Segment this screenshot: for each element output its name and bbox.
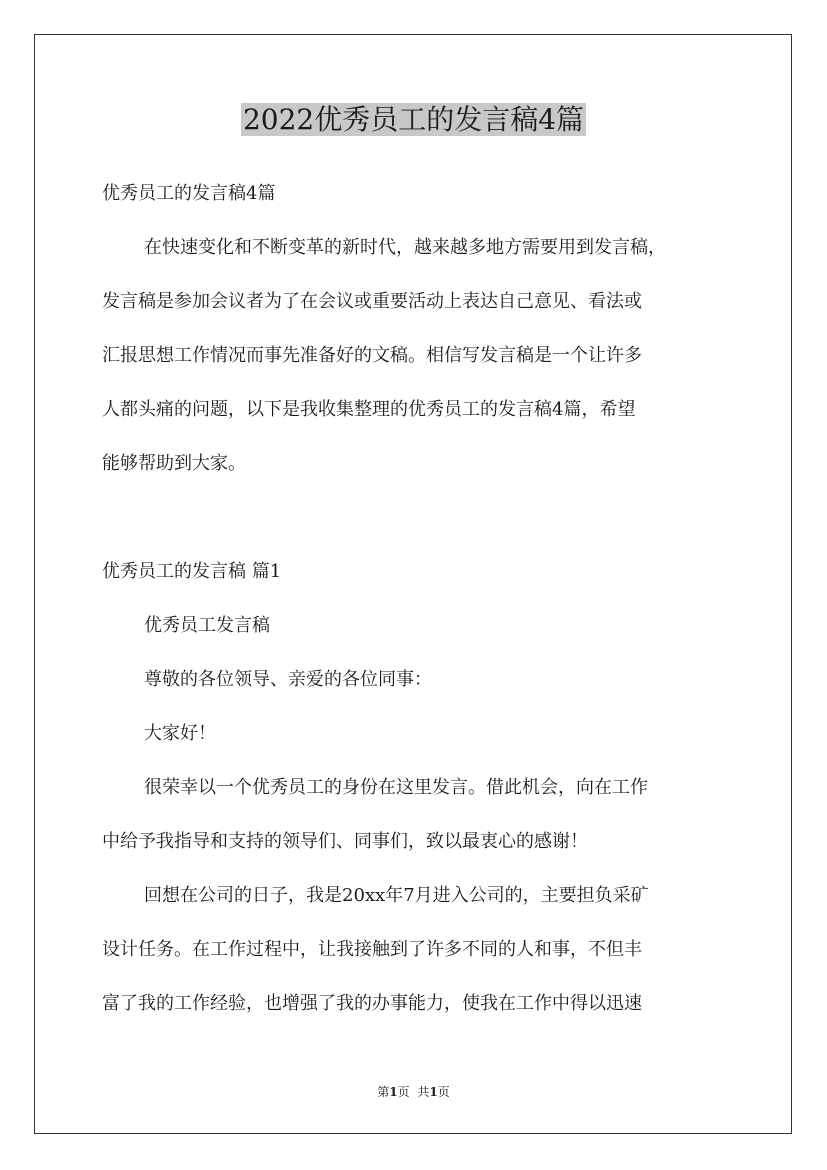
footer-page-prefix: 第: [377, 1085, 390, 1099]
footer-total-number: 1: [429, 1085, 438, 1099]
document-subtitle: 优秀员工的发言稿4篇: [102, 183, 276, 204]
greeting: 大家好！: [144, 723, 216, 744]
para1-line-1: 很荣幸以一个优秀员工的身份在这里发言。借此机会，向在工作: [144, 777, 648, 798]
footer-total-prefix: 共: [417, 1085, 430, 1099]
speech-title: 优秀员工发言稿: [144, 615, 270, 636]
para2-line-3: 富了我的工作经验，也增强了我的办事能力，使我在工作中得以迅速: [102, 993, 642, 1014]
intro-line-1: 在快速变化和不断变革的新时代，越来越多地方需要用到发言稿，: [144, 237, 666, 258]
intro-line-3: 汇报思想工作情况而事先准备好的文稿。相信写发言稿是一个让许多: [102, 345, 642, 366]
para1-line-2: 中给予我指导和支持的领导们、同事们，致以最衷心的感谢！: [102, 831, 588, 852]
document-title: [0, 100, 827, 140]
footer-page-number: 1: [389, 1085, 398, 1099]
para2-line-2: 设计任务。在工作过程中，让我接触到了许多不同的人和事，不但丰: [102, 939, 642, 960]
intro-line-5: 能够帮助到大家。: [102, 453, 246, 474]
section-heading: 优秀员工的发言稿 篇1: [102, 561, 282, 582]
para2-line-1: 回想在公司的日子，我是20xx年7月进入公司的，主要担负采矿: [144, 885, 649, 906]
page-footer: [0, 1084, 827, 1100]
footer-total-suffix: 页: [437, 1085, 450, 1099]
footer-page-suffix: 页: [397, 1085, 410, 1099]
salutation: 尊敬的各位领导、亲爱的各位同事：: [144, 669, 432, 690]
intro-line-2: 发言稿是参加会议者为了在会议或重要活动上表达自己意见、看法或: [102, 291, 642, 312]
document-title-text: 2022优秀员工的发言稿4篇: [242, 103, 585, 136]
intro-line-4: 人都头痛的问题，以下是我收集整理的优秀员工的发言稿4篇，希望: [102, 399, 636, 420]
